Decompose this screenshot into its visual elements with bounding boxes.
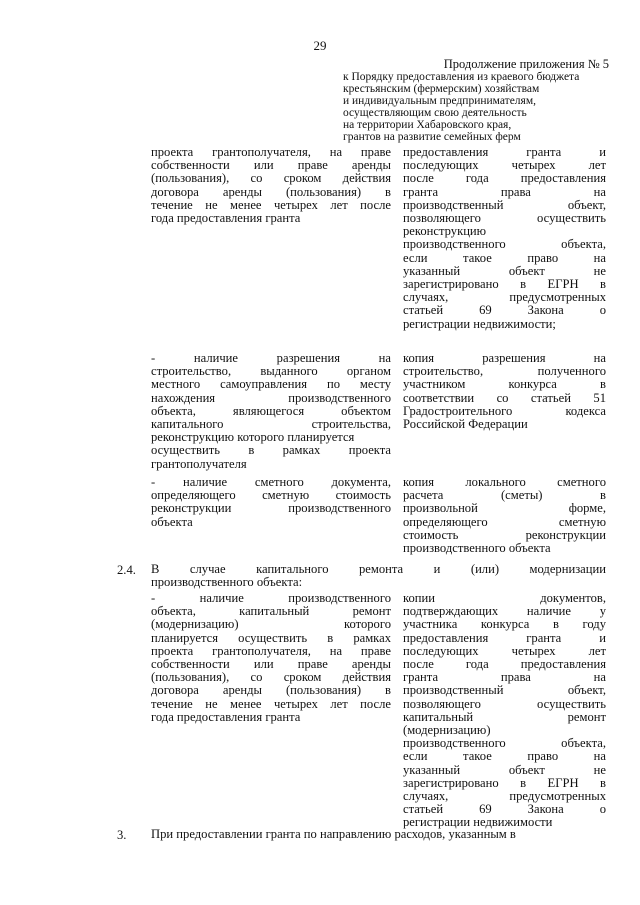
text-line: если такое право на xyxy=(403,749,606,764)
text-line: объекта xyxy=(151,514,193,529)
requirement-cell xyxy=(151,592,391,724)
section-number: 3. xyxy=(117,828,127,842)
text-line: Российской Федерации xyxy=(403,417,528,432)
text-line: производственного объекта, xyxy=(403,736,606,751)
appendix-header-line: к Порядку предоставления из краевого бюджета xyxy=(343,71,580,83)
text-line: договора аренды (пользования) в xyxy=(151,683,391,698)
text-line: статьей 69 Закона о xyxy=(403,303,606,318)
text-line: предоставления гранта и xyxy=(403,630,606,645)
text-line: определяющего сметную стоимость xyxy=(151,488,391,503)
text-line: копия локального сметного xyxy=(403,475,606,489)
text-line: после года предоставления xyxy=(403,657,606,672)
text-line: планируется осуществить в рамках xyxy=(151,630,391,645)
requirement-cell xyxy=(151,146,391,225)
appendix-header-line: и индивидуальным предпринимателям, xyxy=(343,95,536,107)
text-line: случаях, предусмотренных xyxy=(403,290,606,305)
text-line: производственного объекта xyxy=(403,541,551,556)
text-line: реконструкцию xyxy=(403,224,487,239)
text-line: собственности или праве аренды xyxy=(151,657,391,672)
appendix-header-line: осуществляющим свою деятельность xyxy=(343,107,527,119)
text-line: подтверждающих наличие у xyxy=(403,604,606,619)
text-line: зарегистрировано в ЕГРН в xyxy=(403,277,606,292)
text-line: статьей 69 Закона о xyxy=(403,802,606,817)
text-line: (пользования), со сроком действия xyxy=(151,670,391,685)
text-line: строительство, полученного xyxy=(403,364,606,379)
text-line: копия разрешения на xyxy=(403,351,606,365)
document-cell xyxy=(403,146,606,331)
text-line: - наличие производственного xyxy=(151,591,391,605)
text-line: производственный объект, xyxy=(403,683,606,698)
text-line: нахождения производственного xyxy=(151,390,391,405)
text-line: проекта грантополучателя, на праве xyxy=(151,145,391,159)
text-line: произвольной форме, xyxy=(403,501,606,516)
text-line: стоимость реконструкции xyxy=(403,527,606,542)
text-line: объекта, капитальный ремонт xyxy=(151,604,391,619)
document-cell xyxy=(403,592,606,830)
text-line: производственный объект, xyxy=(403,197,606,212)
document-cell xyxy=(403,476,606,555)
text-line: производственного объекта, xyxy=(403,237,606,252)
text-line: (пользования), со сроком действия xyxy=(151,171,391,186)
text-line: проекта грантополучателя, на праве xyxy=(151,643,391,658)
text-line: позволяющего осуществить xyxy=(403,696,606,711)
text-line: определяющего сметную xyxy=(403,514,606,529)
page-number: 29 xyxy=(313,38,327,53)
requirement-cell xyxy=(151,476,391,529)
section-number: 2.4. xyxy=(117,563,136,577)
text-line: последующих четырех лет xyxy=(403,158,606,173)
text-line: года предоставления гранта xyxy=(151,211,301,226)
section-heading xyxy=(151,563,606,589)
text-line: регистрации недвижимости; xyxy=(403,316,556,331)
appendix-header-line: крестьянским (фермерским) хозяйствам xyxy=(343,83,540,95)
text-line: капитальный ремонт xyxy=(403,709,606,724)
text-line: года предоставления гранта xyxy=(151,709,301,724)
text-line: случаях, предусмотренных xyxy=(403,789,606,804)
text-line: осуществить в рамках проекта xyxy=(151,443,391,458)
text-line: после года предоставления xyxy=(403,171,606,186)
text-line: капитального строительства, xyxy=(151,417,391,432)
text-line: расчета (сметы) в xyxy=(403,488,606,503)
text-line: гранта права на xyxy=(403,184,606,199)
text-line: В случае капитального ремонта и (или) модернизации xyxy=(151,562,606,576)
text-line: участником конкурса в xyxy=(403,377,606,392)
text-line: регистрации недвижимости xyxy=(403,815,553,830)
text-line: указанный объект не xyxy=(403,263,606,278)
text-line: - наличие сметного документа, xyxy=(151,475,391,489)
appendix-header-line: на территории Хабаровского края, xyxy=(343,119,512,131)
text-line: местного самоуправления по месту xyxy=(151,377,391,392)
text-line: течение не менее четырех лет после xyxy=(151,696,391,711)
text-line: копии документов, xyxy=(403,591,606,605)
text-line: указанный объект не xyxy=(403,762,606,777)
appendix-header-line: грантов на развитие семейных ферм xyxy=(343,131,521,143)
text-line: - наличие разрешения на xyxy=(151,351,391,365)
document-cell xyxy=(403,352,606,431)
text-line: предоставления гранта и xyxy=(403,145,606,159)
text-line: строительство, выданного органом xyxy=(151,364,391,379)
text-line: При предоставлении гранта по направлению расходов, указанным в xyxy=(151,827,516,841)
text-line: Градостроительного кодекса xyxy=(403,403,606,418)
text-line: реконструкцию которого планируется xyxy=(151,430,355,445)
appendix-header xyxy=(343,58,609,143)
text-line: течение не менее четырех лет после xyxy=(151,197,391,212)
text-line: реконструкции производственного xyxy=(151,501,391,516)
text-line: объекта, являющегося объектом xyxy=(151,403,391,418)
section-paragraph xyxy=(151,828,606,841)
text-line: производственного объекта: xyxy=(151,575,303,590)
text-line: если такое право на xyxy=(403,250,606,265)
text-line: договора аренды (пользования) в xyxy=(151,184,391,199)
text-line: гранта права на xyxy=(403,670,606,685)
text-line: участника конкурса в году xyxy=(403,617,606,632)
text-line: (модернизацию) xyxy=(403,723,491,738)
text-line: последующих четырех лет xyxy=(403,643,606,658)
text-line: позволяющего осуществить xyxy=(403,211,606,226)
requirement-cell xyxy=(151,352,391,471)
text-line: (модернизацию) которого xyxy=(151,617,391,632)
appendix-title: Продолжение приложения № 5 xyxy=(443,57,609,71)
text-line: собственности или праве аренды xyxy=(151,158,391,173)
text-line: соответствии со статьей 51 xyxy=(403,390,606,405)
text-line: грантополучателя xyxy=(151,456,247,471)
text-line: зарегистрировано в ЕГРН в xyxy=(403,775,606,790)
